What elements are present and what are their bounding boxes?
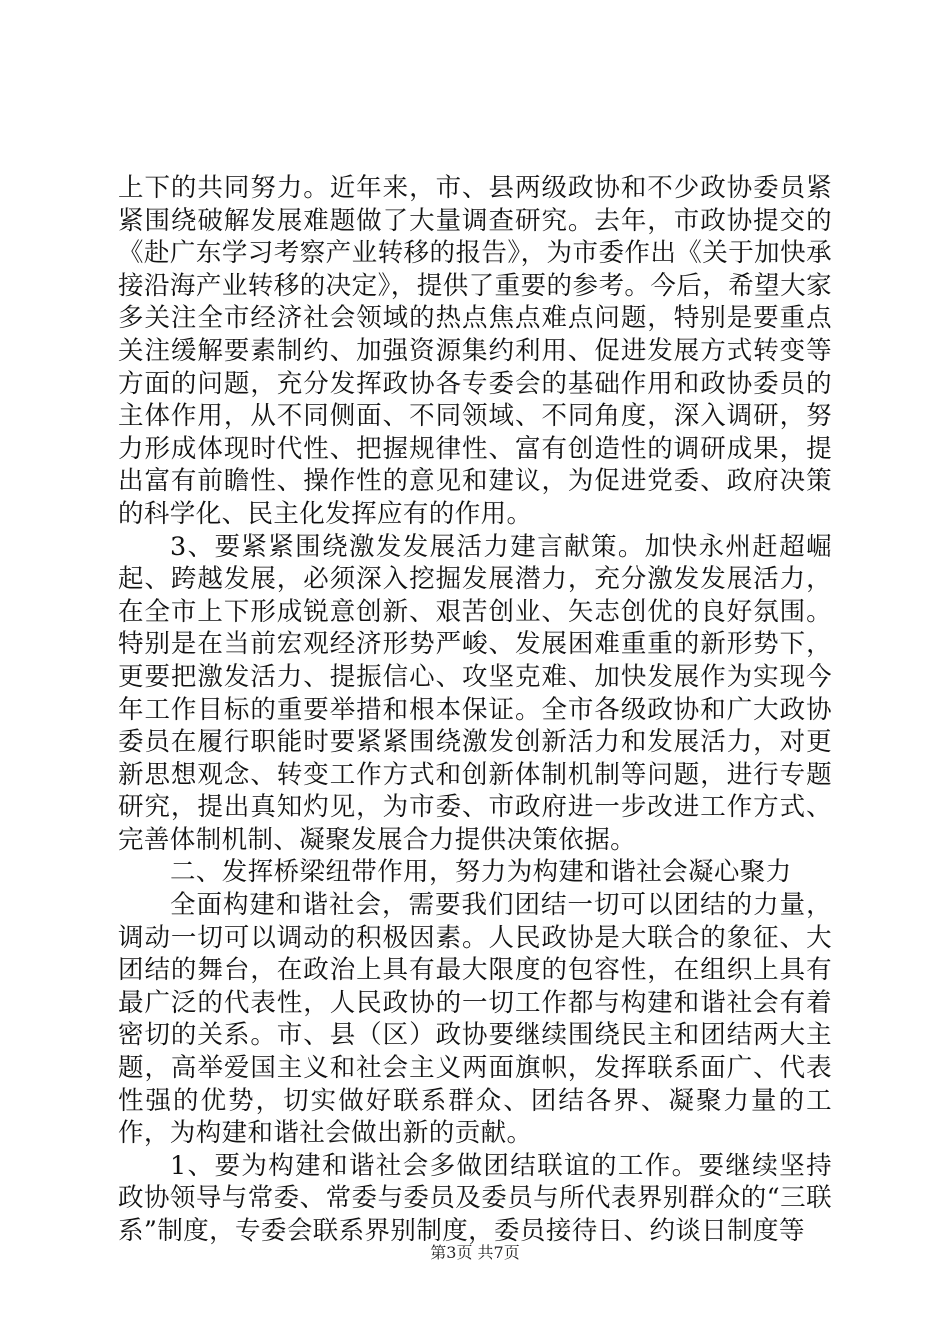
page-number-footer: 第3页 共7页 bbox=[430, 1243, 520, 1262]
document-body bbox=[118, 172, 832, 1248]
paragraph-harmony: 全面构建和谐社会，需要我们团结一切可以团结的力量，调动一切可以调动的积极因素。人民政协是大联合的象征、大团结的舞台，在政治上具有最大限度的包容性，在组织上具有最广泛的代表性，人民政协的一切工作都与构建和谐社会有着密切的关系。市、县（区）政协要继续围绕民主和团结两大主题，高举爱国主义和社会主义两面旗帜，发挥联系面广、代表性强的优势，切实做好联系群众、团结各界、凝聚力量的工作，为构建和谐社会做出新的贡献。 bbox=[118, 890, 832, 1149]
paragraph-continuation: 上下的共同努力。近年来，市、县两级政协和不少政协委员紧紧围绕破解发展难题做了大量调查研究。去年，市政协提交的《赴广东学习考察产业转移的报告》，为市委作出《关于加快承接沿海产业转移的决定》，提供了重要的参考。今后，希望大家多关注全市经济社会领域的热点焦点难点问题，特别是要重点关注缓解要素制约、加强资源集约利用、促进发展方式转变等方面的问题，充分发挥政协各专委会的基础作用和政协委员的主体作用，从不同侧面、不同领域、不同角度，深入调研，努力形成体现时代性、把握规律性、富有创造性的调研成果，提出富有前瞻性、操作性的意见和建议，为促进党委、政府决策的科学化、民主化发挥应有的作用。 bbox=[118, 173, 832, 529]
paragraph-point-3: 3、要紧紧围绕激发发展活力建言献策。加快永州赶超崛起、跨越发展，必须深入挖掘发展潜力，充分激发发展活力，在全市上下形成锐意创新、艰苦创业、矢志创优的良好氛围。特别是在当前宏观经济形势严峻、发展困难重重的新形势下，更要把激发活力、提振信心、攻坚克难、加快发展作为实现今年工作目标的重要举措和根本保证。全市各级政协和广大政协委员在履行职能时要紧紧围绕激发创新活力和发展活力，对更新思想观念、转变工作方式和创新体制机制等问题，进行专题研究，提出真知灼见，为市委、市政府进一步改进工作方式、完善体制机制、凝聚发展合力提供决策依据。 bbox=[118, 531, 832, 855]
section-heading-2: 二、发挥桥梁纽带作用，努力为构建和谐社会凝心聚力 bbox=[170, 857, 792, 888]
paragraph-point-1: 1、要为构建和谐社会多做团结联谊的工作。要继续坚持政协领导与常委、常委与委员及委员与所代表界别群众的“三联系”制度，专委会联系界别制度，委员接待日、约谈日制度等 bbox=[118, 1150, 832, 1246]
